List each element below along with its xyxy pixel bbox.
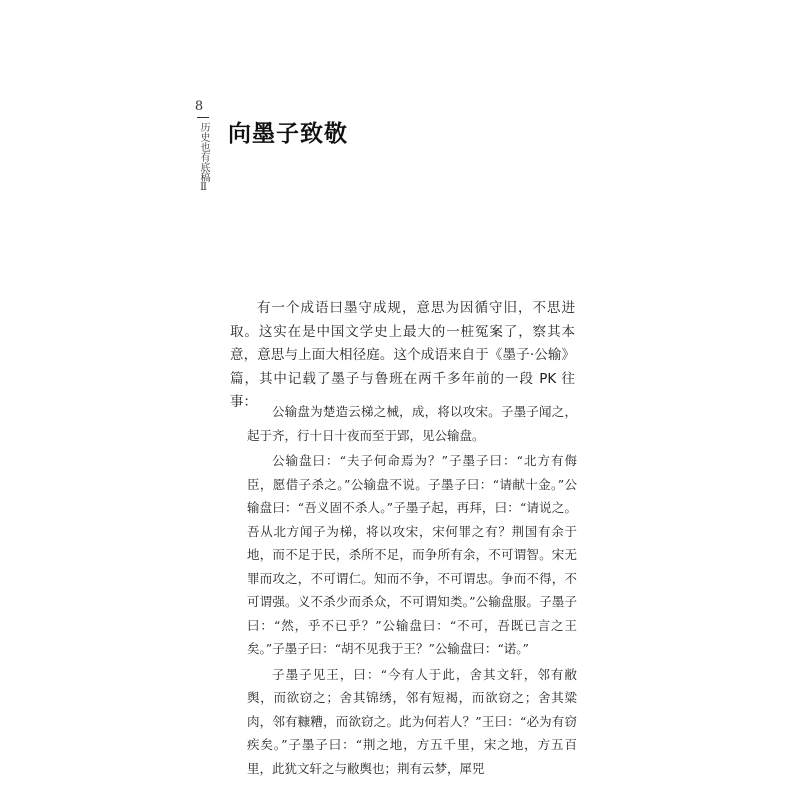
running-header (190, 99, 208, 118)
quote-paragraph-2: 公输盘曰：“夫子何命焉为？”子墨子曰：“北方有侮臣，愿借子杀之。”公输盘不说。子墨子曰：“请献十金。”公输盘曰：“吾义固不杀人。”子墨子起，再拜，曰：“请说之。吾从北方闻子为梯，将以攻宋，宋何罪之有？荆国有余于地，而不足于民，杀所不足，而争所有余，不可谓智。宋无罪而攻之，不可谓仁。知而不争，不可谓忠。争而不得，不可谓强。义不杀少而杀众，不可谓知类。”公输盘服。子墨子曰：“然，乎不已乎？”公输盘曰：“不可，吾既已言之王矣。”子墨子曰：“胡不见我于王？”公输盘曰：“诺。” (247, 453, 577, 656)
chapter-title: 向墨子致敬 (228, 121, 348, 147)
intro-paragraph: 有一个成语曰墨守成规，意思为因循守旧，不思进取。这实在是中国文学史上最大的一桩冤案了，察其本意，意思与上面大相径庭。这个成语来自于《墨子·公输》篇，其中记载了墨子与鲁班在两千多年前的一段 PK 往事： (230, 300, 575, 410)
quote-paragraph-1: 公输盘为楚造云梯之械，成，将以攻宋。子墨子闻之，起于齐，行十日十夜而至于郢，见公输盘。 (247, 404, 577, 443)
classical-quote-block (247, 400, 577, 782)
header-divider (197, 117, 209, 118)
page-number: 8 (194, 99, 204, 114)
running-book-title: 历史也有底稿Ⅱ (198, 122, 209, 193)
quote-paragraph-3: 子墨子见王，曰：“今有人于此，舍其文轩，邻有敝舆，而欲窃之；舍其锦绣，邻有短褐，而欲窃之；舍其粱肉，邻有糠糟，而欲窃之。此为何若人？”王曰：“必为有窃疾矣。”子墨子曰：“荆之地，方五千里，宋之地，方五百里，此犹文轩之与敝舆也；荆有云梦，犀兕 (247, 666, 577, 776)
